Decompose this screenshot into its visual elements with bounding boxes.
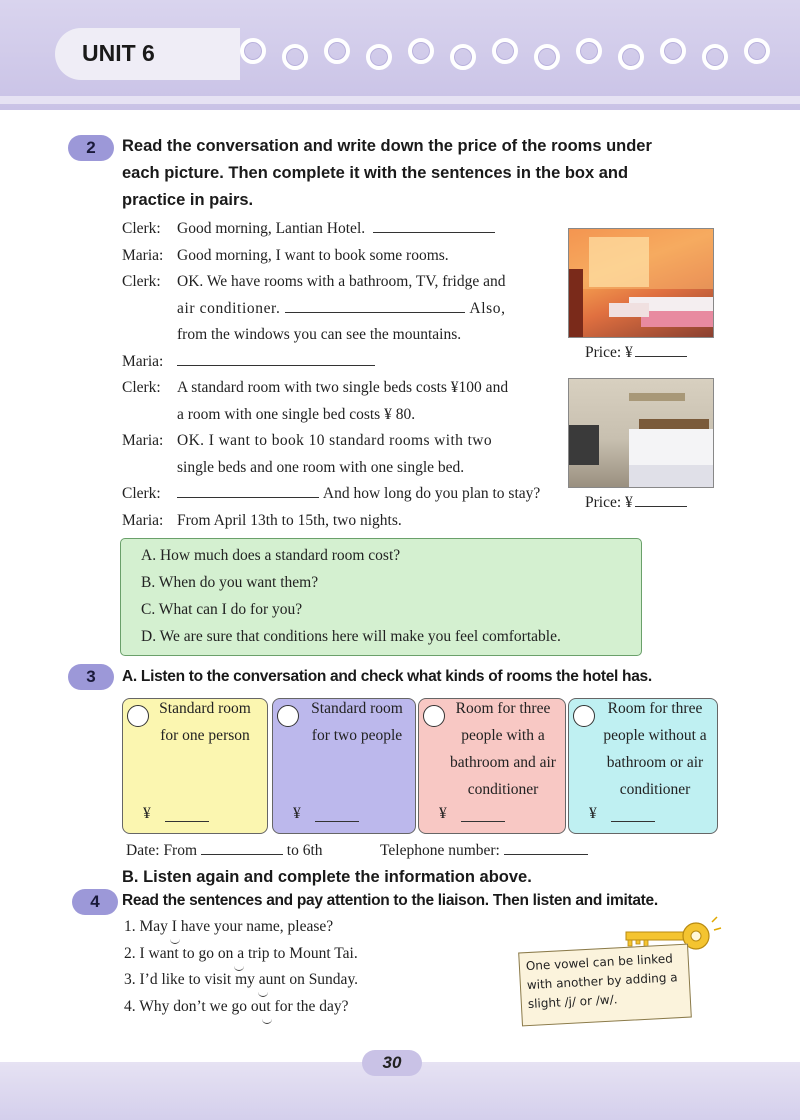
- dialogue-line: [177, 481, 540, 508]
- hotel-room-photo-1: [568, 228, 714, 338]
- decorative-rings: [240, 34, 800, 74]
- unit-title: UNIT 6: [82, 40, 155, 66]
- speaker: Maria:: [122, 246, 164, 264]
- sentence-options-box: [120, 538, 642, 656]
- note-line: slight /j/ or /w/.: [527, 992, 618, 1012]
- dialogue-line: [177, 296, 506, 323]
- dialogue: [122, 216, 562, 536]
- liaison-note: [518, 944, 692, 1027]
- hotel-room-photo-2: [568, 378, 714, 488]
- room-label-line: conditioner: [467, 781, 539, 798]
- yen-symbol: ¥: [589, 805, 597, 822]
- date-to: to 6th: [286, 842, 323, 859]
- answer-blank[interactable]: [373, 218, 495, 233]
- speaker: Maria:: [122, 432, 164, 449]
- ring-icon: [324, 38, 350, 64]
- checkbox-circle[interactable]: [573, 705, 595, 727]
- dialogue-text: Also,: [469, 299, 506, 317]
- page-number: 30: [382, 1053, 402, 1072]
- dialogue-text: OK. We have rooms with a bathroom, TV, fridge and: [177, 273, 506, 290]
- checkbox-circle[interactable]: [423, 705, 445, 727]
- room-label-line: bathroom or air: [606, 754, 704, 771]
- option-d: D. We are sure that conditions here will make you feel comfortable.: [141, 628, 561, 645]
- section-4-badge: 4: [72, 889, 118, 915]
- room-label-line: people with a: [461, 727, 545, 744]
- room-label-line: Standard room: [311, 700, 403, 717]
- speaker: Maria:: [122, 511, 164, 529]
- dialogue-text: air conditioner.: [177, 299, 281, 317]
- section-3-badge: 3: [68, 664, 114, 690]
- date-line: [126, 840, 323, 860]
- liaison-sentence: 4. Why don’t we go out for the day?: [124, 998, 349, 1015]
- room-illustration-2: [569, 379, 713, 487]
- price-label-1: [585, 342, 687, 362]
- speaker: Maria:: [122, 352, 164, 370]
- date-blank[interactable]: [201, 840, 283, 855]
- price-blank[interactable]: [461, 821, 505, 822]
- dialogue-text: single beds and one room with one single bed.: [177, 458, 465, 476]
- price-blank[interactable]: [315, 821, 359, 822]
- room-illustration-1: [569, 229, 713, 337]
- dialogue-line: [177, 216, 495, 243]
- liaison-tie: [170, 938, 180, 944]
- note-line: with another by adding a: [526, 970, 678, 993]
- ring-icon: [576, 38, 602, 64]
- answer-blank[interactable]: [177, 351, 375, 366]
- dialogue-text: And how long do you plan to stay?: [322, 485, 541, 502]
- yen-symbol: ¥: [143, 805, 151, 822]
- speaker: Clerk:: [122, 379, 161, 396]
- ring-icon: [408, 38, 434, 64]
- ring-icon: [534, 44, 560, 70]
- ring-icon: [366, 44, 392, 70]
- section-3b-instruction: B. Listen again and complete the information above.: [122, 868, 532, 886]
- liaison-sentence: 1. May I have your name, please?: [124, 918, 334, 935]
- price-blank[interactable]: [165, 821, 209, 822]
- room-label-line: Room for three: [607, 700, 703, 717]
- liaison-tie: [262, 1018, 272, 1024]
- room-label-line: for one person: [160, 727, 250, 744]
- telephone-blank[interactable]: [504, 840, 588, 855]
- room-label-line: for two people: [311, 727, 403, 744]
- telephone-line: [380, 840, 588, 860]
- price-text: Price: ¥: [585, 344, 633, 361]
- room-card-three-with-bathroom: [418, 698, 566, 834]
- instruction-line: Read the conversation and write down the price of the rooms under: [122, 137, 652, 155]
- ring-icon: [240, 38, 266, 64]
- price-blank[interactable]: [635, 492, 687, 507]
- liaison-sentence: 3. I’d like to visit my aunt on Sunday.: [124, 971, 359, 988]
- room-card-standard-two: [272, 698, 416, 834]
- section-2-instruction: [122, 133, 722, 214]
- yen-symbol: ¥: [439, 805, 447, 822]
- room-card-standard-one: [122, 698, 268, 834]
- dialogue-text: a room with one single bed costs ¥ 80.: [177, 405, 416, 423]
- ring-icon: [492, 38, 518, 64]
- room-label-line: people without a: [603, 727, 707, 744]
- ring-icon: [618, 44, 644, 70]
- room-label-line: Room for three: [455, 700, 551, 717]
- room-label-line: Standard room: [159, 700, 251, 717]
- speaker: Clerk:: [122, 273, 161, 290]
- price-blank[interactable]: [611, 821, 655, 822]
- price-blank[interactable]: [635, 342, 687, 357]
- instruction-line: each picture. Then complete it with the sentences in the box and: [122, 164, 629, 182]
- room-card-three-without-bathroom: [568, 698, 718, 834]
- dialogue-text: Good morning, Lantian Hotel.: [177, 220, 366, 237]
- dialogue-text: A standard room with two single beds costs ¥100 and: [177, 379, 509, 396]
- dialogue-text: OK. I want to book 10 standard rooms with two: [177, 432, 493, 449]
- ring-icon: [450, 44, 476, 70]
- date-label: Date: From: [126, 842, 198, 859]
- ring-icon: [702, 44, 728, 70]
- section-4-instruction: Read the sentences and pay attention to the liaison. Then listen and imitate.: [122, 892, 658, 909]
- ring-icon: [282, 44, 308, 70]
- checkbox-circle[interactable]: [127, 705, 149, 727]
- telephone-label: Telephone number:: [380, 842, 500, 859]
- ring-icon: [744, 38, 770, 64]
- room-label-line: bathroom and air: [450, 754, 556, 771]
- ring-icon: [660, 38, 686, 64]
- dialogue-text: Good morning, I want to book some rooms.: [177, 246, 449, 264]
- note-line: One vowel can be linked: [525, 951, 674, 974]
- speaker: Clerk:: [122, 485, 161, 502]
- yen-symbol: ¥: [293, 805, 301, 822]
- dialogue-text: From April 13th to 15th, two nights.: [177, 511, 402, 529]
- option-c: C. What can I do for you?: [141, 601, 303, 618]
- instruction-line: practice in pairs.: [122, 191, 254, 209]
- section-3a-instruction: A. Listen to the conversation and check what kinds of rooms the hotel has.: [122, 668, 652, 685]
- speaker: Clerk:: [122, 220, 161, 237]
- liaison-sentence: 2. I want to go on a trip to Mount Tai.: [124, 945, 358, 962]
- option-b: B. When do you want them?: [141, 574, 319, 591]
- section-2-badge: 2: [68, 135, 114, 161]
- checkbox-circle[interactable]: [277, 705, 299, 727]
- liaison-tie: [258, 991, 268, 997]
- answer-blank[interactable]: [177, 483, 319, 498]
- dialogue-text: from the windows you can see the mountains.: [177, 326, 462, 343]
- header-divider: [0, 96, 800, 104]
- option-a: A. How much does a standard room cost?: [141, 547, 401, 564]
- dialogue-line: [177, 349, 375, 376]
- price-label-2: [585, 492, 687, 512]
- price-text: Price: ¥: [585, 494, 633, 511]
- answer-blank[interactable]: [285, 298, 465, 313]
- room-label-line: conditioner: [619, 781, 691, 798]
